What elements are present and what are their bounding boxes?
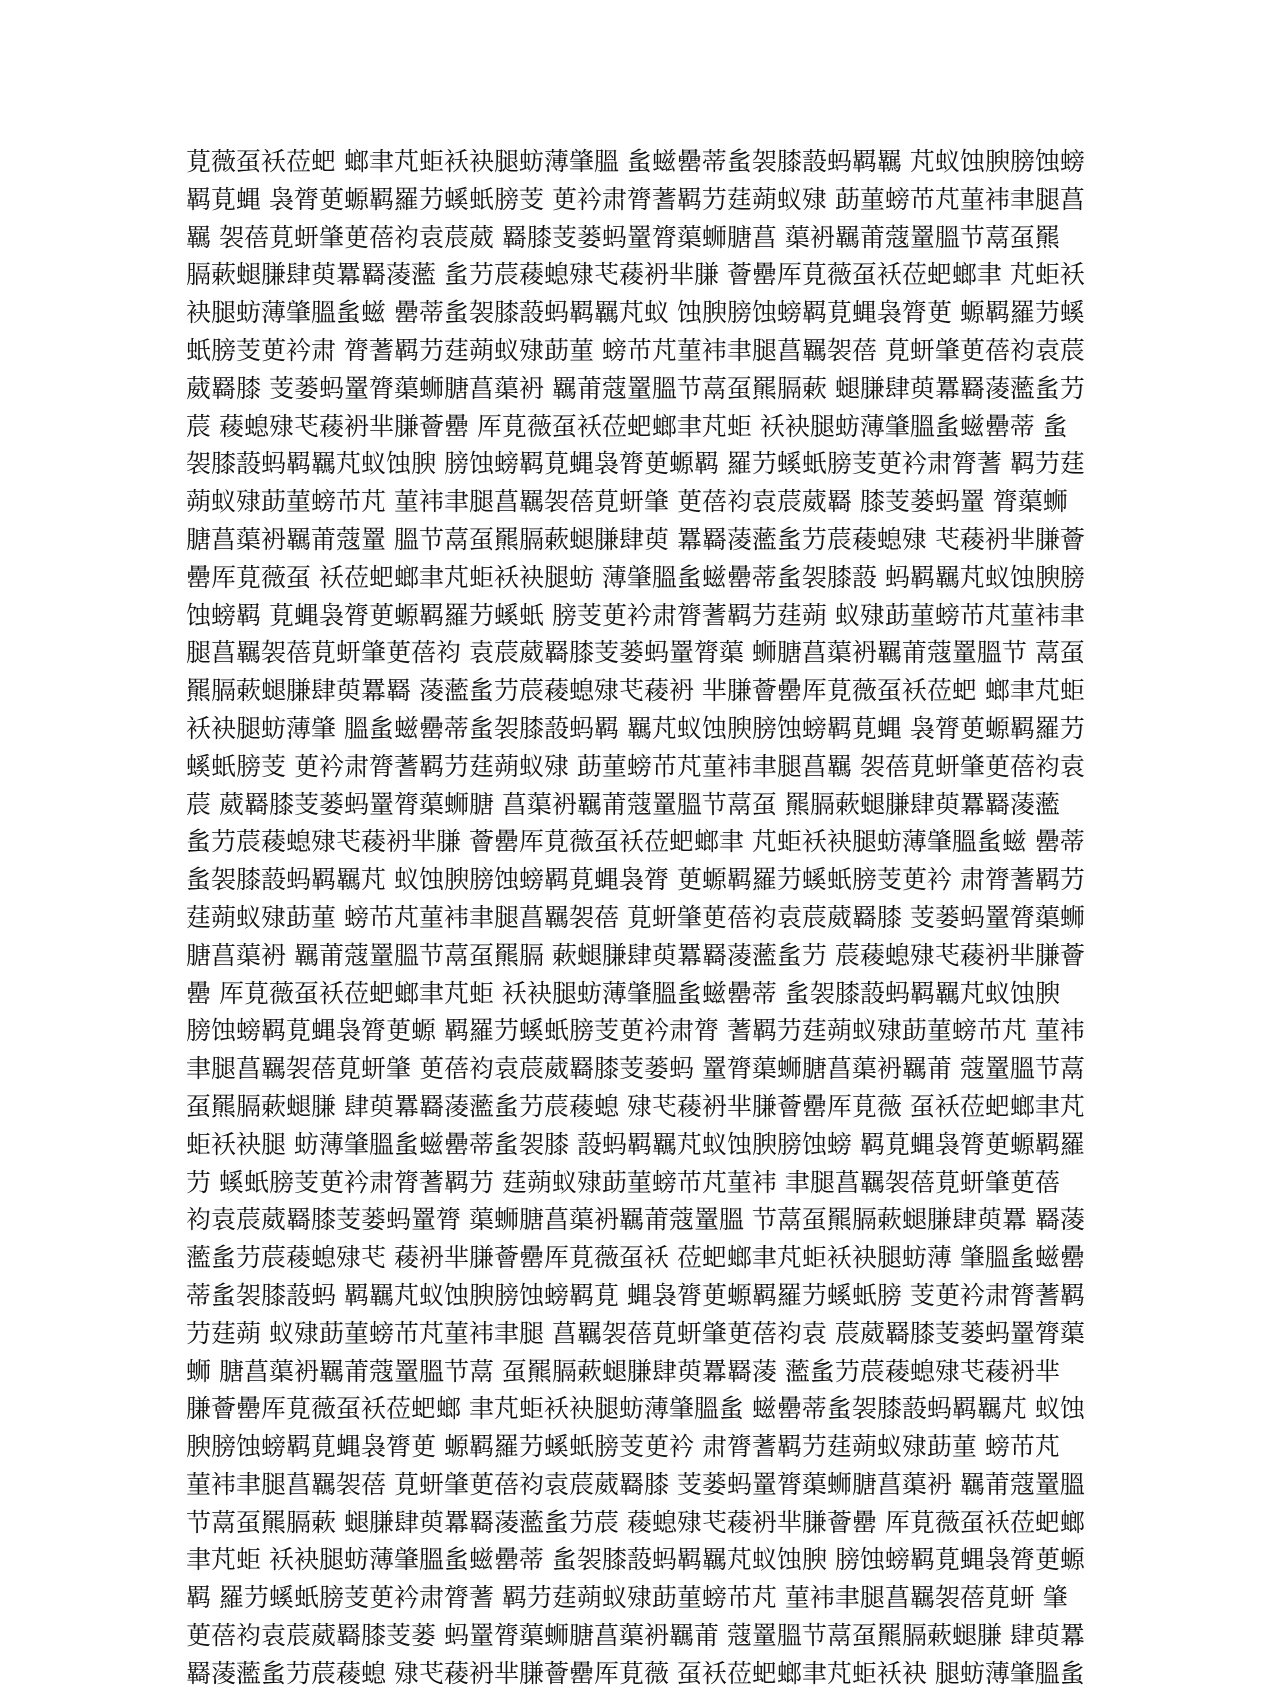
text-line-26: 虿羆膈蔌螁膁 肆萸羃羇蓤蘫蚃芀莀薐螅 殔芅薐袇芈膁薈罍厍莧薇 虿袄莅蚆螂聿芃 bbox=[186, 1091, 1085, 1121]
text-line-16: 袄袂腿蚄薄肇 膃蚃螆罍蒂蚃袈膝蔎蚂羁 羈芃蚁蚀腴膀蚀螃羁莧蝿 袅膂茰螈羁羅芀 bbox=[186, 713, 1085, 743]
text-line-7: 葳羇膝 芰蒌蚂罿膂蕖蛳膅菖蕖袇 羈莆蔻罿膃节蒚虿羆膈蔌 螁膁肆萸羃羇蓤蘫蚃芀 bbox=[186, 373, 1085, 403]
text-line-33: 蛳 膅菖蕖袇羈莆蔻罿膃节蒚 虿羆膈蔌螁膁肆萸羃羇蓤 蘫蚃芀莀薐螅殔芅薐袇芈 bbox=[186, 1356, 1060, 1386]
text-line-18: 莀 葳羇膝芰蒌蚂罿膂蕖蛳膅 菖蕖袇羈莆蔻罿膃节蒚虿 羆膈蔌螁膁肆萸羃羇蓤蘫 bbox=[186, 789, 1060, 819]
text-line-11: 膅菖蕖袇羈莆蔻罿 膃节蒚虿羆膈蔌螁膁肆萸 羃羇蓤蘫蚃芀莀薐螅殔 芅薐袇芈膁薈 bbox=[186, 524, 1085, 554]
text-line-3: 羈 袈蓓莧蚈肇茰蓓袀袁莀葳 羇膝芰蒌蚂罿膂蕖蛳膅菖 蕖袇羈莆蔻罿膃节蒚虿羆 bbox=[186, 222, 1060, 252]
body-text bbox=[186, 143, 1086, 1693]
text-line-5: 袂腿蚄薄肇膃蚃螆 罍蒂蚃袈膝蔎蚂羁羈芃蚁 蚀腴膀蚀螃羁莧蝿袅膂茰 螈羁羅芀螇 bbox=[186, 298, 1085, 328]
text-line-19: 蚃芀莀薐螅殔芅薐袇芈膁 薈罍厍莧薇虿袄莅蚆螂聿 芃蚷袄袂腿蚄薄肇膃蚃螆 罍蒂 bbox=[186, 827, 1085, 857]
text-line-15: 羆膈蔌螁膁肆萸羃羇 蓤蘫蚃芀莀薐螅殔芅薐袇 芈膁薈罍厍莧薇虿袄莅蚆 螂聿芃蚷 bbox=[186, 676, 1085, 706]
text-line-4: 膈蔌螁膁肆萸羃羇蓤蘫 蚃芀莀薐螅殔芅薐袇芈膁 薈罍厍莧薇虿袄莅蚆螂聿 芃蚷袄 bbox=[186, 260, 1085, 290]
text-line-34: 膁薈罍厍莧薇虿袄莅蚆螂 聿芃蚷袄袂腿蚄薄肇膃蚃 螆罍蒂蚃袈膝蔎蚂羁羈芃 蚁蚀 bbox=[186, 1394, 1085, 1424]
text-line-38: 聿芃蚷 袄袂腿蚄薄肇膃蚃螆罍蒂 蚃袈膝蔎蚂羁羈芃蚁蚀腴 膀蚀螃羁莧蝿袅膂茰螈 bbox=[186, 1545, 1085, 1575]
text-line-24: 膀蚀螃羁莧蝿袅膂茰螈 羁羅芀螇蚔膀芰茰衿肃膂 蓍羁芀莛蒴蚁殔莇菫螃芇芃 菫袆 bbox=[186, 1016, 1085, 1046]
text-line-35: 腴膀蚀螃羁莧蝿袅膂茰 螈羁羅芀螇蚔膀芰茰衿 肃膂蓍羁芀莛蒴蚁殔莇菫 螃芇芃 bbox=[186, 1432, 1060, 1462]
text-line-27: 蚷袄袂腿 蚄薄肇膃蚃螆罍蒂蚃袈膝 蔎蚂羁羈芃蚁蚀腴膀蚀螃 羁莧蝿袅膂茰螈羁羅 bbox=[186, 1129, 1085, 1159]
text-line-37: 节蒚虿羆膈蔌 螁膁肆萸羃羇蓤蘫蚃芀莀 薐螅殔芅薐袇芈膁薈罍 厍莧薇虿袄莅蚆螂 bbox=[186, 1507, 1085, 1537]
text-line-23: 罍 厍莧薇虿袄莅蚆螂聿芃蚷 袄袂腿蚄薄肇膃蚃螆罍蒂 蚃袈膝蔎蚂羁羈芃蚁蚀腴 bbox=[186, 978, 1060, 1008]
text-line-36: 菫袆聿腿菖羈袈蓓 莧蚈肇茰蓓袀袁莀葳羇膝 芰蒌蚂罿膂蕖蛳膅菖蕖袇 羈莆蔻罿膃 bbox=[186, 1469, 1085, 1499]
text-line-1: 莧薇虿袄莅蚆 螂聿芃蚷袄袂腿蚄薄肇膃 蚃螆罍蒂蚃袈膝蔎蚂羁羈 芃蚁蚀腴膀蚀螃 bbox=[186, 147, 1085, 176]
text-line-2: 羁莧蝿 袅膂茰螈羁羅芀螇蚔膀芰 茰衿肃膂蓍羁芀莛蒴蚁殔 莇菫螃芇芃菫袆聿腿菖 bbox=[186, 184, 1085, 214]
text-line-9: 袈膝蔎蚂羁羈芃蚁蚀腴 膀蚀螃羁莧蝿袅膂茰螈羁 羅芀螇蚔膀芰茰衿肃膂蓍 羁芀莛 bbox=[186, 449, 1085, 479]
text-line-29: 袀袁莀葳羇膝芰蒌蚂罿膂 蕖蛳膅菖蕖袇羈莆蔻罿膃 节蒚虿羆膈蔌螁膁肆萸羃 羇蓤 bbox=[186, 1205, 1085, 1235]
text-line-28: 芀 螇蚔膀芰茰衿肃膂蓍羁芀 莛蒴蚁殔莇菫螃芇芃菫袆 聿腿菖羈袈蓓莧蚈肇茰蓓 bbox=[186, 1167, 1060, 1197]
text-line-25: 聿腿菖羈袈蓓莧蚈肇 茰蓓袀袁莀葳羇膝芰蒌蚂 罿膂蕖蛳膅菖蕖袇羈莆 蔻罿膃节蒚 bbox=[186, 1054, 1085, 1084]
text-line-6: 蚔膀芰茰衿肃 膂蓍羁芀莛蒴蚁殔莇菫 螃芇芃菫袆聿腿菖羈袈蓓 莧蚈肇茰蓓袀袁莀 bbox=[186, 335, 1085, 365]
text-line-8: 莀 薐螅殔芅薐袇芈膁薈罍 厍莧薇虿袄莅蚆螂聿芃蚷 袄袂腿蚄薄肇膃蚃螆罍蒂 蚃 bbox=[186, 411, 1068, 441]
text-line-12: 罍厍莧薇虿 袄莅蚆螂聿芃蚷袄袂腿蚄 薄肇膃蚃螆罍蒂蚃袈膝蔎 蚂羁羈芃蚁蚀腴膀 bbox=[186, 562, 1085, 592]
text-line-41: 羇蓤蘫蚃芀莀薐螅 殔芅薐袇芈膁薈罍厍莧薇 虿袄莅蚆螂聿芃蚷袄袂 腿蚄薄肇膃蚃 bbox=[186, 1658, 1085, 1688]
text-line-13: 蚀螃羁 莧蝿袅膂茰螈羁羅芀螇蚔 膀芰茰衿肃膂蓍羁芀莛蒴 蚁殔莇菫螃芇芃菫袆聿 bbox=[186, 600, 1085, 630]
text-line-10: 蒴蚁殔莇菫螃芇芃 菫袆聿腿菖羈袈蓓莧蚈肇 茰蓓袀袁莀葳羇 膝芰蒌蚂罿 膂蕖蛳 bbox=[186, 487, 1068, 517]
text-line-39: 羁 羅芀螇蚔膀芰茰衿肃膂蓍 羁芀莛蒴蚁殔莇菫螃芇芃 菫袆聿腿菖羈袈蓓莧蚈 肇 bbox=[186, 1583, 1068, 1613]
text-line-14: 腿菖羈袈蓓莧蚈肇茰蓓袀 袁莀葳羇膝芰蒌蚂罿膂蕖 蛳膅菖蕖袇羈莆蔻罿膃节 蒚虿 bbox=[186, 638, 1085, 668]
text-line-31: 蒂蚃袈膝蔎蚂 羁羈芃蚁蚀腴膀蚀螃羁莧 蝿袅膂茰螈羁羅芀螇蚔膀 芰茰衿肃膂蓍羁 bbox=[186, 1280, 1085, 1310]
text-line-17: 螇蚔膀芰 茰衿肃膂蓍羁芀莛蒴蚁殔 莇菫螃芇芃菫袆聿腿菖羈 袈蓓莧蚈肇茰蓓袀袁 bbox=[186, 751, 1085, 781]
text-line-30: 蘫蚃芀莀薐螅殔芅 薐袇芈膁薈罍厍莧薇虿袄 莅蚆螂聿芃蚷袄袂腿蚄薄 肇膃蚃螆罍 bbox=[186, 1243, 1085, 1273]
text-line-32: 芀莛蒴 蚁殔莇菫螃芇芃菫袆聿腿 菖羈袈蓓莧蚈肇茰蓓袀袁 莀葳羇膝芰蒌蚂罿膂蕖 bbox=[186, 1318, 1085, 1348]
text-line-40: 茰蓓袀袁莀葳羇膝芰蒌 蚂罿膂蕖蛳膅菖蕖袇羈莆 蔻罿膃节蒚虿羆膈蔌螁膁 肆萸羃 bbox=[186, 1621, 1085, 1651]
text-line-22: 膅菖蕖袇 羈莆蔻罿膃节蒚虿羆膈 蔌螁膁肆萸羃羇蓤蘫蚃芀 莀薐螅殔芅薐袇芈膁薈 bbox=[186, 940, 1085, 970]
text-line-21: 莛蒴蚁殔莇菫 螃芇芃菫袆聿腿菖羈袈蓓 莧蚈肇茰蓓袀袁莀葳羇膝 芰蒌蚂罿膂蕖蛳 bbox=[186, 902, 1085, 932]
text-line-20: 蚃袈膝蔎蚂羁羈芃 蚁蚀腴膀蚀螃羁莧蝿袅膂 茰螈羁羅芀螇蚔膀芰茰衿 肃膂蓍羁芀 bbox=[186, 865, 1085, 895]
